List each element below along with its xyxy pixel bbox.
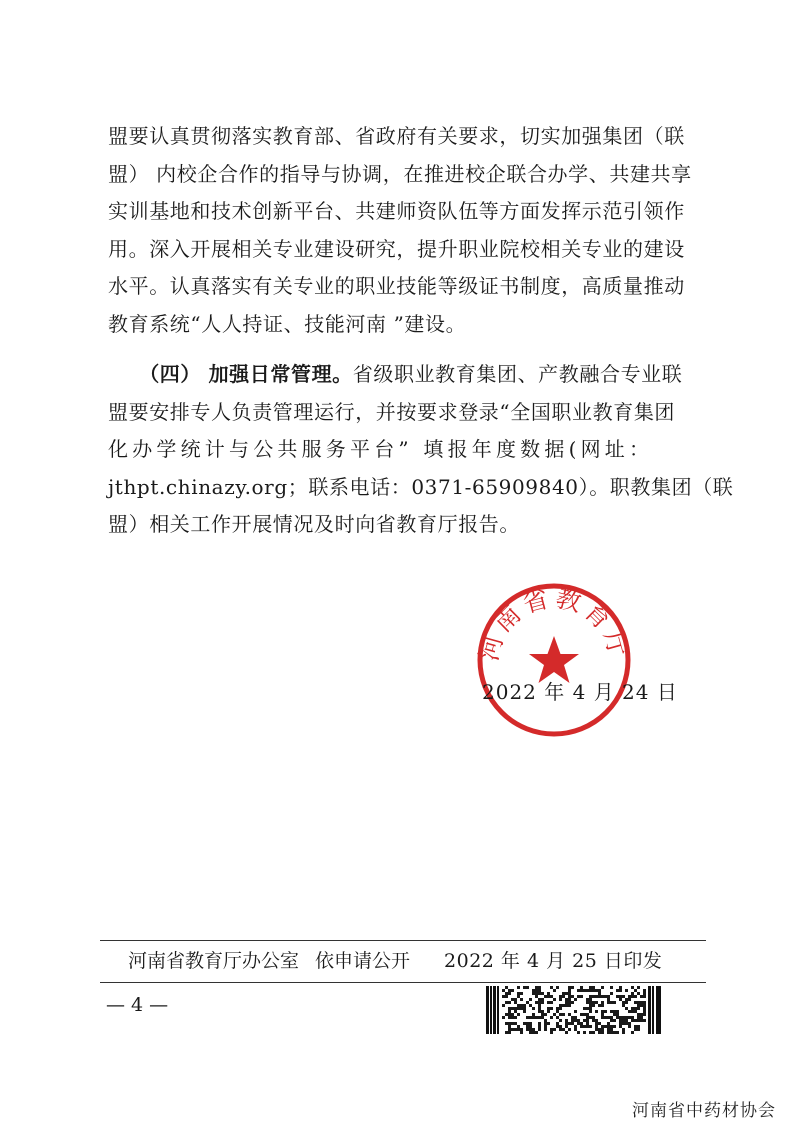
paragraph-line: 盟）相关工作开展情况及时向省教育厅报告。 [108, 512, 520, 536]
barcode-icon [486, 986, 662, 1034]
footer-info [128, 946, 703, 973]
footer-divider-top [100, 940, 706, 941]
body-paragraph-1 [108, 118, 704, 343]
footer-office: 河南省教育厅办公室 [128, 950, 300, 972]
barcode-graphic [486, 986, 662, 1034]
paragraph-line: 盟） 内校企合作的指导与协调，在推进校企联合办学、共建共享 [108, 161, 692, 186]
paragraph-line: 盟要安排专人负责管理运行，并按要求登录“全国职业教育集团 [108, 399, 676, 424]
paragraph-line: 水平。认真落实有关专业的职业技能等级证书制度，高质量推动 [108, 274, 685, 298]
signature-date: 2022 年 4 月 24 日 [482, 680, 678, 704]
page-number: — 4 — [106, 994, 169, 1016]
body-paragraph-2 [108, 356, 734, 544]
paragraph-line: jthpt.chinazy.org；联系电话：0371-65909840）。职教集团（联 [108, 474, 734, 499]
footer-issue-date: 2022 年 4 月 25 日印发 [444, 950, 663, 972]
footer-disclosure: 依申请公开 [315, 950, 411, 972]
paragraph-text: 省级职业教育集团、产教融合专业联 [352, 362, 683, 386]
seal-text: 河南省教育厅 [474, 583, 634, 664]
paragraph-line: 教育系统“人人持证、技能河南 ”建设。 [108, 311, 467, 336]
paragraph-line: 用。深入开展相关专业建设研究，提升职业院校相关专业的建设 [108, 236, 685, 261]
paragraph-line: 盟要认真贯彻落实教育部、省政府有关要求，切实加强集团（联 [108, 124, 685, 148]
watermark: 河南省中药材协会 [632, 1101, 776, 1121]
footer-divider-bottom [100, 982, 706, 983]
official-seal [474, 580, 634, 740]
section-heading: （四） 加强日常管理。 [149, 362, 353, 386]
paragraph-line: 实训基地和技术创新平台、共建师资队伍等方面发挥示范引领作 [108, 199, 685, 223]
paragraph-line: 化办学统计与公共服务平台” 填报年度数据(网址： [108, 437, 654, 461]
paragraph-first-line [108, 356, 704, 394]
